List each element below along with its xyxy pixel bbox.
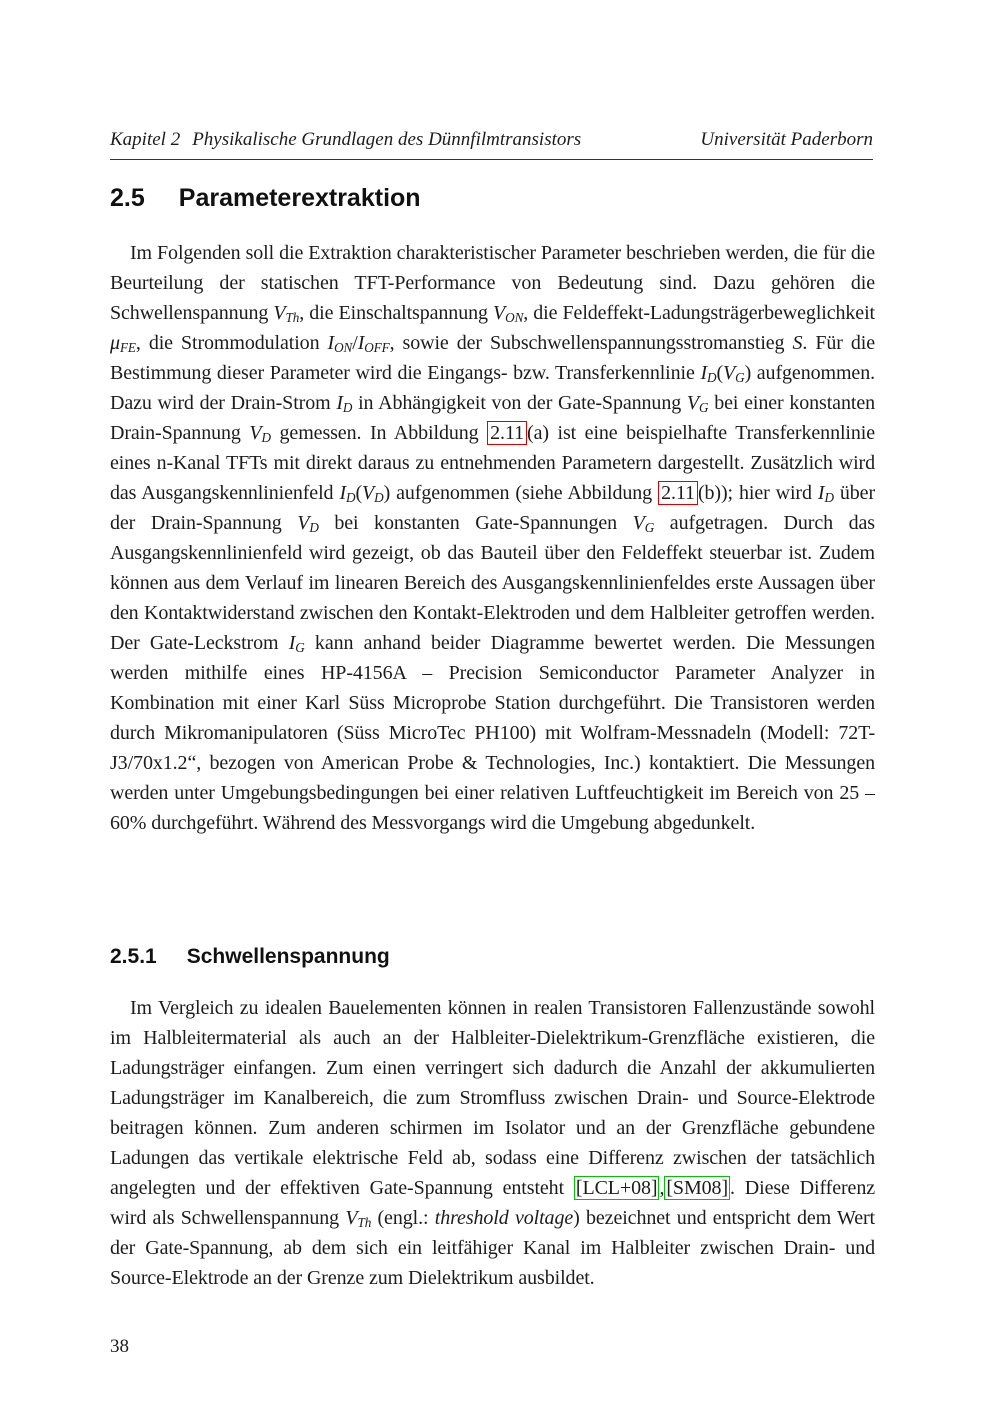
math-subscript: D [342, 399, 353, 415]
figure-reference-link[interactable]: 2.11 [658, 481, 698, 505]
math-variable: $V_{Th}$ [345, 1207, 372, 1230]
math-subscript: D [824, 489, 834, 505]
math-subscript: D [707, 369, 717, 385]
citation-link[interactable]: [LCL+08] [575, 1177, 658, 1199]
math-variable: $I_{ON}$ [327, 332, 353, 355]
math-variable: S [792, 332, 803, 354]
math-variable: $I_D$ [817, 482, 834, 505]
subsection-title: Schwellenspannung [186, 945, 390, 968]
math-subscript: D [309, 519, 319, 535]
math-variable: $V_D$ [362, 482, 384, 505]
math-variable: $V_{ON}$ [493, 302, 524, 325]
math-variable: $V_G$ [723, 362, 745, 385]
body-paragraph-schwellenspannung: Im Vergleich zu idealen Bauelementen können in realen Transistoren Fallenzustände sowohl im Halbleitermaterial als auch an der Halbleiter-Dielektrikum-Grenzfläche existieren, die Ladungsträger einfangen. Zum einen verringert sich dadurch die Anzahl der akkumulierten Ladungsträger im Kanalbereich, die zum Stromfluss zwischen Drain- und Source-Elektrode beitragen können. Zum anderen schirmen im Isolator und an der Grenzfläche gebundene Ladungen das vertikale elektrische Feld ab, sodass eine Differenz zwischen der tatsächlich angelegten und der effektiven Gate-Spannung entsteht [LCL+08] , [SM08] . Diese Differenz wird als Schwellenspannung $V_{Th}$ (engl.: threshold voltage) bezeichnet und entspricht dem Wert der Gate-Spannung, ab dem sich ein leitfähiger Kanal im Halbleiter zwischen Drain- und Source-Elektrode an der Grenze zum Dielektrikum ausbildet. [110, 997, 875, 1289]
running-header [110, 128, 873, 160]
math-subscript: ON [505, 309, 524, 325]
math-subscript: G [295, 639, 305, 655]
math-subscript: FE [119, 339, 136, 355]
math-subscript: D [346, 489, 356, 505]
chapter-title: Physikalische Grundlagen des Dünnfilmtransistors [192, 129, 582, 150]
math-variable: $V_D$ [297, 512, 319, 535]
math-subscript: G [735, 369, 745, 385]
math-subscript: D [374, 489, 384, 505]
chapter-label: Kapitel 2 [110, 129, 181, 150]
math-variable: $V_G$ [632, 512, 655, 535]
math-variable: $I_D$ [700, 362, 717, 385]
math-subscript: Th [357, 1214, 372, 1230]
math-subscript: G [699, 399, 709, 415]
subsection-heading [110, 944, 390, 970]
math-subscript: D [261, 429, 271, 445]
math-variable: $I_{OFF}$ [357, 332, 390, 355]
math-subscript: Th [285, 309, 300, 325]
section-heading [110, 183, 421, 213]
math-subscript: G [644, 519, 655, 535]
emphasis-text: threshold voltage [434, 1207, 574, 1229]
page-number: 38 [110, 1336, 129, 1357]
math-variable: $\mu_{FE}$ [110, 332, 136, 355]
institution-name: Universität Paderborn [700, 129, 873, 150]
math-subscript: OFF [364, 339, 390, 355]
math-variable: $V_{Th}$ [273, 302, 300, 325]
math-variable: $I_G$ [288, 632, 305, 655]
section-title: Parameterextraktion [178, 184, 421, 212]
math-subscript: ON [334, 339, 353, 355]
subsection-number: 2.5.1 [110, 945, 157, 968]
math-variable: $V_D$ [249, 422, 271, 445]
running-header-left [110, 128, 581, 151]
math-variable: $I_D$ [336, 392, 353, 415]
math-variable: $I_D$ [339, 482, 356, 505]
section-number: 2.5 [110, 184, 145, 212]
citation-link[interactable]: [SM08] [666, 1177, 729, 1199]
body-paragraph-parameterextraktion: Im Folgenden soll die Extraktion charakteristischer Parameter beschrieben werden, die für die Beurteilung der statischen TFT-Performance von Bedeutung sind. Dazu gehören die Schwellenspannung $V_{Th}$, die Einschaltspannung $V_{ON}$, die Feldeffekt-Ladungsträgerbeweglichkeit $\mu_{FE}$, die Strommodulation $I_{ON}/I_{OFF}$, sowie der Subschwellenspannungsstromanstieg S. Für die Bestimmung dieser Parameter wird die Eingangs- bzw. Transferkennlinie $I_D(V_G)$ aufgenommen. Dazu wird der Drain-Strom $I_D$ in Abhängigkeit von der Gate-Spannung $V_G$ bei einer konstanten Drain-Spannung $V_D$ gemessen. In Abbildung 2.11 (a) ist eine beispielhafte Transferkennlinie eines n-Kanal TFTs mit direkt daraus zu entnehmenden Parametern dargestellt. Zusätzlich wird das Ausgangskennlinienfeld $I_D(V_D)$ aufgenommen (siehe Abbildung 2.11 (b)); hier wird $I_D$ über der Drain-Spannung $V_D$ bei konstanten Gate-Spannungen $V_G$ aufgetragen. Durch das Ausgangskennlinienfeld wird gezeigt, ob das Bauteil über den Feldeffekt steuerbar ist. Zudem können aus dem Verlauf im linearen Bereich des Ausgangskennlinienfeldes erste Aussagen über den Kontaktwiderstand zwischen den Kontakt-Elektroden und dem Halbleiter getroffen werden. Der Gate-Leckstrom $I_G$ kann anhand beider Diagramme bewertet werden. Die Messungen werden mithilfe eines HP-4156A – Precision Semiconductor Parameter Analyzer in Kombination mit einer Karl Süss Microprobe Station durchgeführt. Die Transistoren werden durch Mikromanipulatoren (Süss MicroTec PH100) mit Wolfram-Messnadeln (Modell: 72T-J3/70x1.2“, bezogen von American Probe & Technologies, Inc.) kontaktiert. Die Messungen werden unter Umgebungsbedingungen bei einer relativen Luftfeuchtigkeit im Bereich von 25 – 60% durchgeführt. Während des Messvorgangs wird die Umgebung abgedunkelt. [110, 242, 875, 834]
math-variable: $V_G$ [686, 392, 709, 415]
figure-reference-link[interactable]: 2.11 [487, 421, 527, 445]
